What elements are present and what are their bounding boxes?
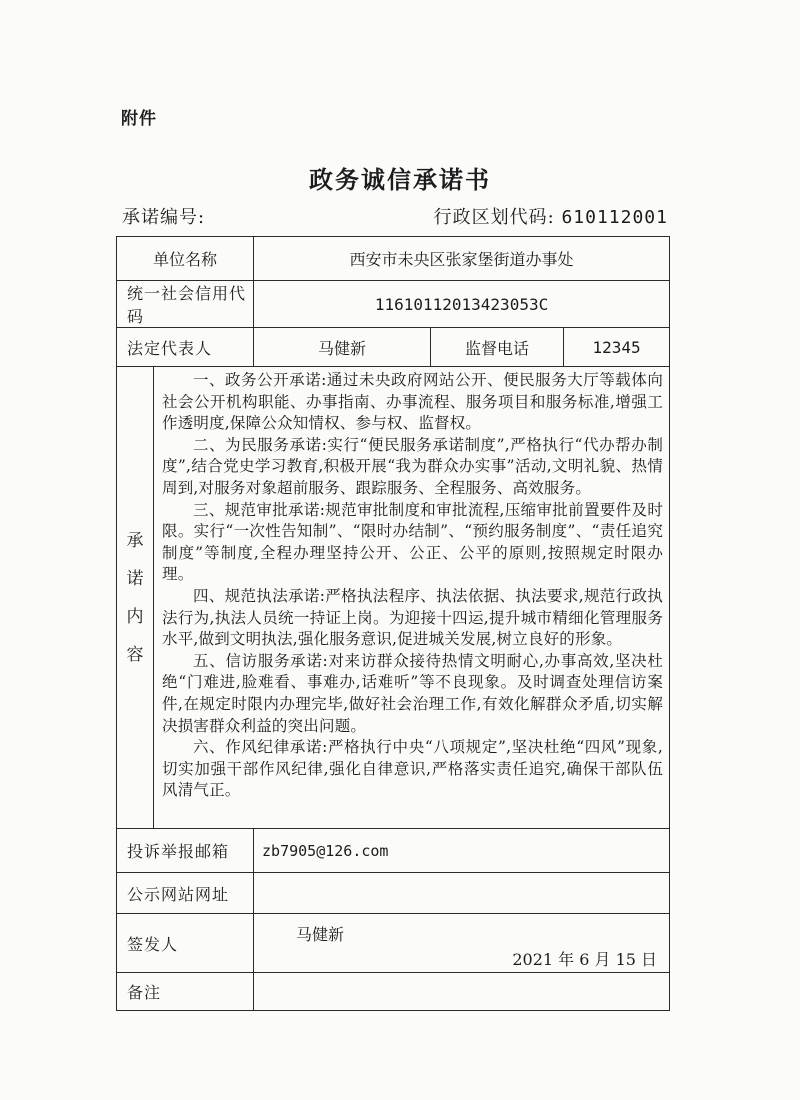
signer-row [117, 914, 670, 973]
signer-cell [254, 914, 670, 973]
legal-rep-value: 马健新 [254, 328, 431, 367]
phone-label: 监督电话 [431, 328, 564, 367]
issue-date: 2021 年 6 月 15 日 [512, 950, 658, 969]
content-label-char: 承 [126, 530, 144, 551]
credit-code-label: 统一社会信用代码 [117, 281, 254, 328]
region-code-value: 610112001 [561, 207, 668, 228]
commitment-content [154, 367, 670, 829]
document-title: 政务诚信承诺书 [309, 165, 491, 194]
email-label: 投诉举报邮箱 [117, 829, 254, 873]
commitment-paragraph: 三、规范审批承诺:规范审批制度和审批流程,压缩审批前置要件及时限。实行“一次性告知制”、“限时办结制”、“预约服务制度”、“责任追究制度”等制度,全程办理坚持公开、公正、公平的原则,按照规定时限办理。 [162, 500, 664, 584]
header-meta [118, 203, 670, 231]
email-value: zb7905@126.com [254, 829, 670, 873]
legal-rep-row [117, 328, 670, 367]
unit-name-row [117, 237, 670, 281]
signer-value: 马健新 [296, 925, 345, 944]
region-code [434, 203, 668, 229]
website-row [117, 873, 670, 914]
website-value [254, 873, 670, 914]
commitment-paragraph: 五、信访服务承诺:对来访群众接待热情文明耐心,办事高效,坚决杜绝“门难进,脸难看、事难办,话难听”等不良现象。及时调查处理信访案件,在规定时限内办理完毕,做好社会治理工作,有效化解群众矛盾,切实解决损害群众利益的突出问题。 [162, 651, 664, 735]
email-row [117, 829, 670, 873]
unit-name-value: 西安市未央区张家堡街道办事处 [254, 237, 670, 281]
unit-name-label: 单位名称 [117, 237, 254, 281]
content-label-char: 容 [126, 644, 144, 665]
phone-value: 12345 [564, 328, 670, 367]
commitment-paragraph: 二、为民服务承诺:实行“便民服务承诺制度”,严格执行“代办帮办制度”,结合党史学习教育,积极开展“我为群众办实事”活动,文明礼貌、热情周到,对服务对象超前服务、跟踪服务、全程服务、高效服务。 [162, 435, 664, 497]
content-label-char: 内 [126, 606, 144, 627]
region-code-label: 行政区划代码: [433, 207, 555, 228]
content-row [117, 367, 670, 829]
remarks-row [117, 973, 670, 1011]
legal-rep-label: 法定代表人 [117, 328, 254, 367]
commitment-no-label: 承诺编号: [122, 207, 206, 228]
commitment-paragraph: 六、作风纪律承诺:严格执行中央“八项规定”,坚决杜绝“四风”现象,切实加强干部作风纪律,强化自律意识,严格落实责任追究,确保干部队伍风清气正。 [162, 738, 664, 800]
website-label: 公示网站网址 [117, 873, 254, 914]
credit-code-value: 11610112013423053C [254, 281, 670, 328]
remarks-label: 备注 [117, 973, 254, 1011]
credit-code-row [117, 281, 670, 328]
content-label-char: 诺 [126, 568, 144, 589]
content-label [117, 367, 154, 829]
commitment-paragraph: 一、政务公开承诺:通过未央政府网站公开、便民服务大厅等载体向社会公开机构职能、办事指南、办事流程、服务项目和服务标准,增强工作透明度,保障公众知情权、参与权、监督权。 [162, 371, 664, 433]
commitment-paragraph: 四、规范执法承诺:严格执法程序、执法依据、执法要求,规范行政执法行为,执法人员统一持证上岗。为迎接十四运,提升城市精细化管理服务水平,做到文明执法,强化服务意识,促进城关发展,树立良好的形象。 [162, 586, 664, 649]
signer-label: 签发人 [117, 914, 254, 973]
commitment-form [116, 236, 670, 1011]
attachment-label: 附件 [121, 109, 157, 129]
remarks-value [254, 973, 670, 1011]
